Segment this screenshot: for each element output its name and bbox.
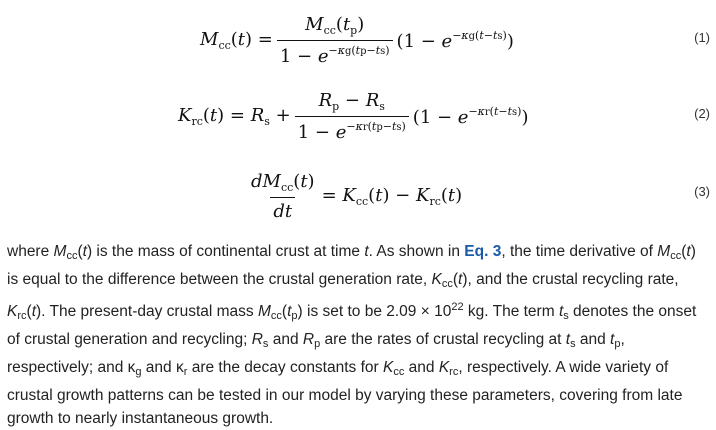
equation-reference-link[interactable]: Eq. 3 — [464, 243, 502, 260]
equation-number: (1) — [694, 30, 710, 45]
equation-1: $M_{cc}(t)$ = $\frac{M_{cc}(t_p)}{1 - e^{-\kappa g(tp-ts)}}$ $(1 - e^{-\kappa g(t-ts)})$ (1) — [200, 13, 710, 67]
equation-number: (3) — [694, 184, 710, 199]
body-paragraph: where Mcc(t) is the mass of continental crust at time t. As shown in Eq. 3, the time derivative of Mcc(t) is equal to the difference between the crustal generation rate, Kcc(t), and the crustal recycling rate, Krc(t). The present-day crustal mass Mcc(tp) is set to be $2.09 \times 10^{22}$ kg. The term ts denotes the onset of crustal generation and recycling; Rs and Rp are the rates of crustal recycling at ts and tp, respectively; and κg and κr are the decay constants for Kcc and Krc, respectively. A wide variety of crustal growth patterns can be tested in our model by varying these parameters, covering from late growth to nearly instantaneous growth. — [7, 243, 697, 427]
equation-3: $\frac{dM_{cc}(t)}{dt}$ = $K_{cc}(t) - K_{rc}(t)$ (3) — [251, 170, 710, 222]
equation-2: $K_{rc}(t) = R_s$ + $\frac{R_p - R_s}{1 - e^{-\kappa r(tp-ts)}}$ $(1 - e^{-\kappa r(t-ts)})$ (2) — [178, 89, 710, 143]
equation-number: (2) — [694, 106, 710, 121]
